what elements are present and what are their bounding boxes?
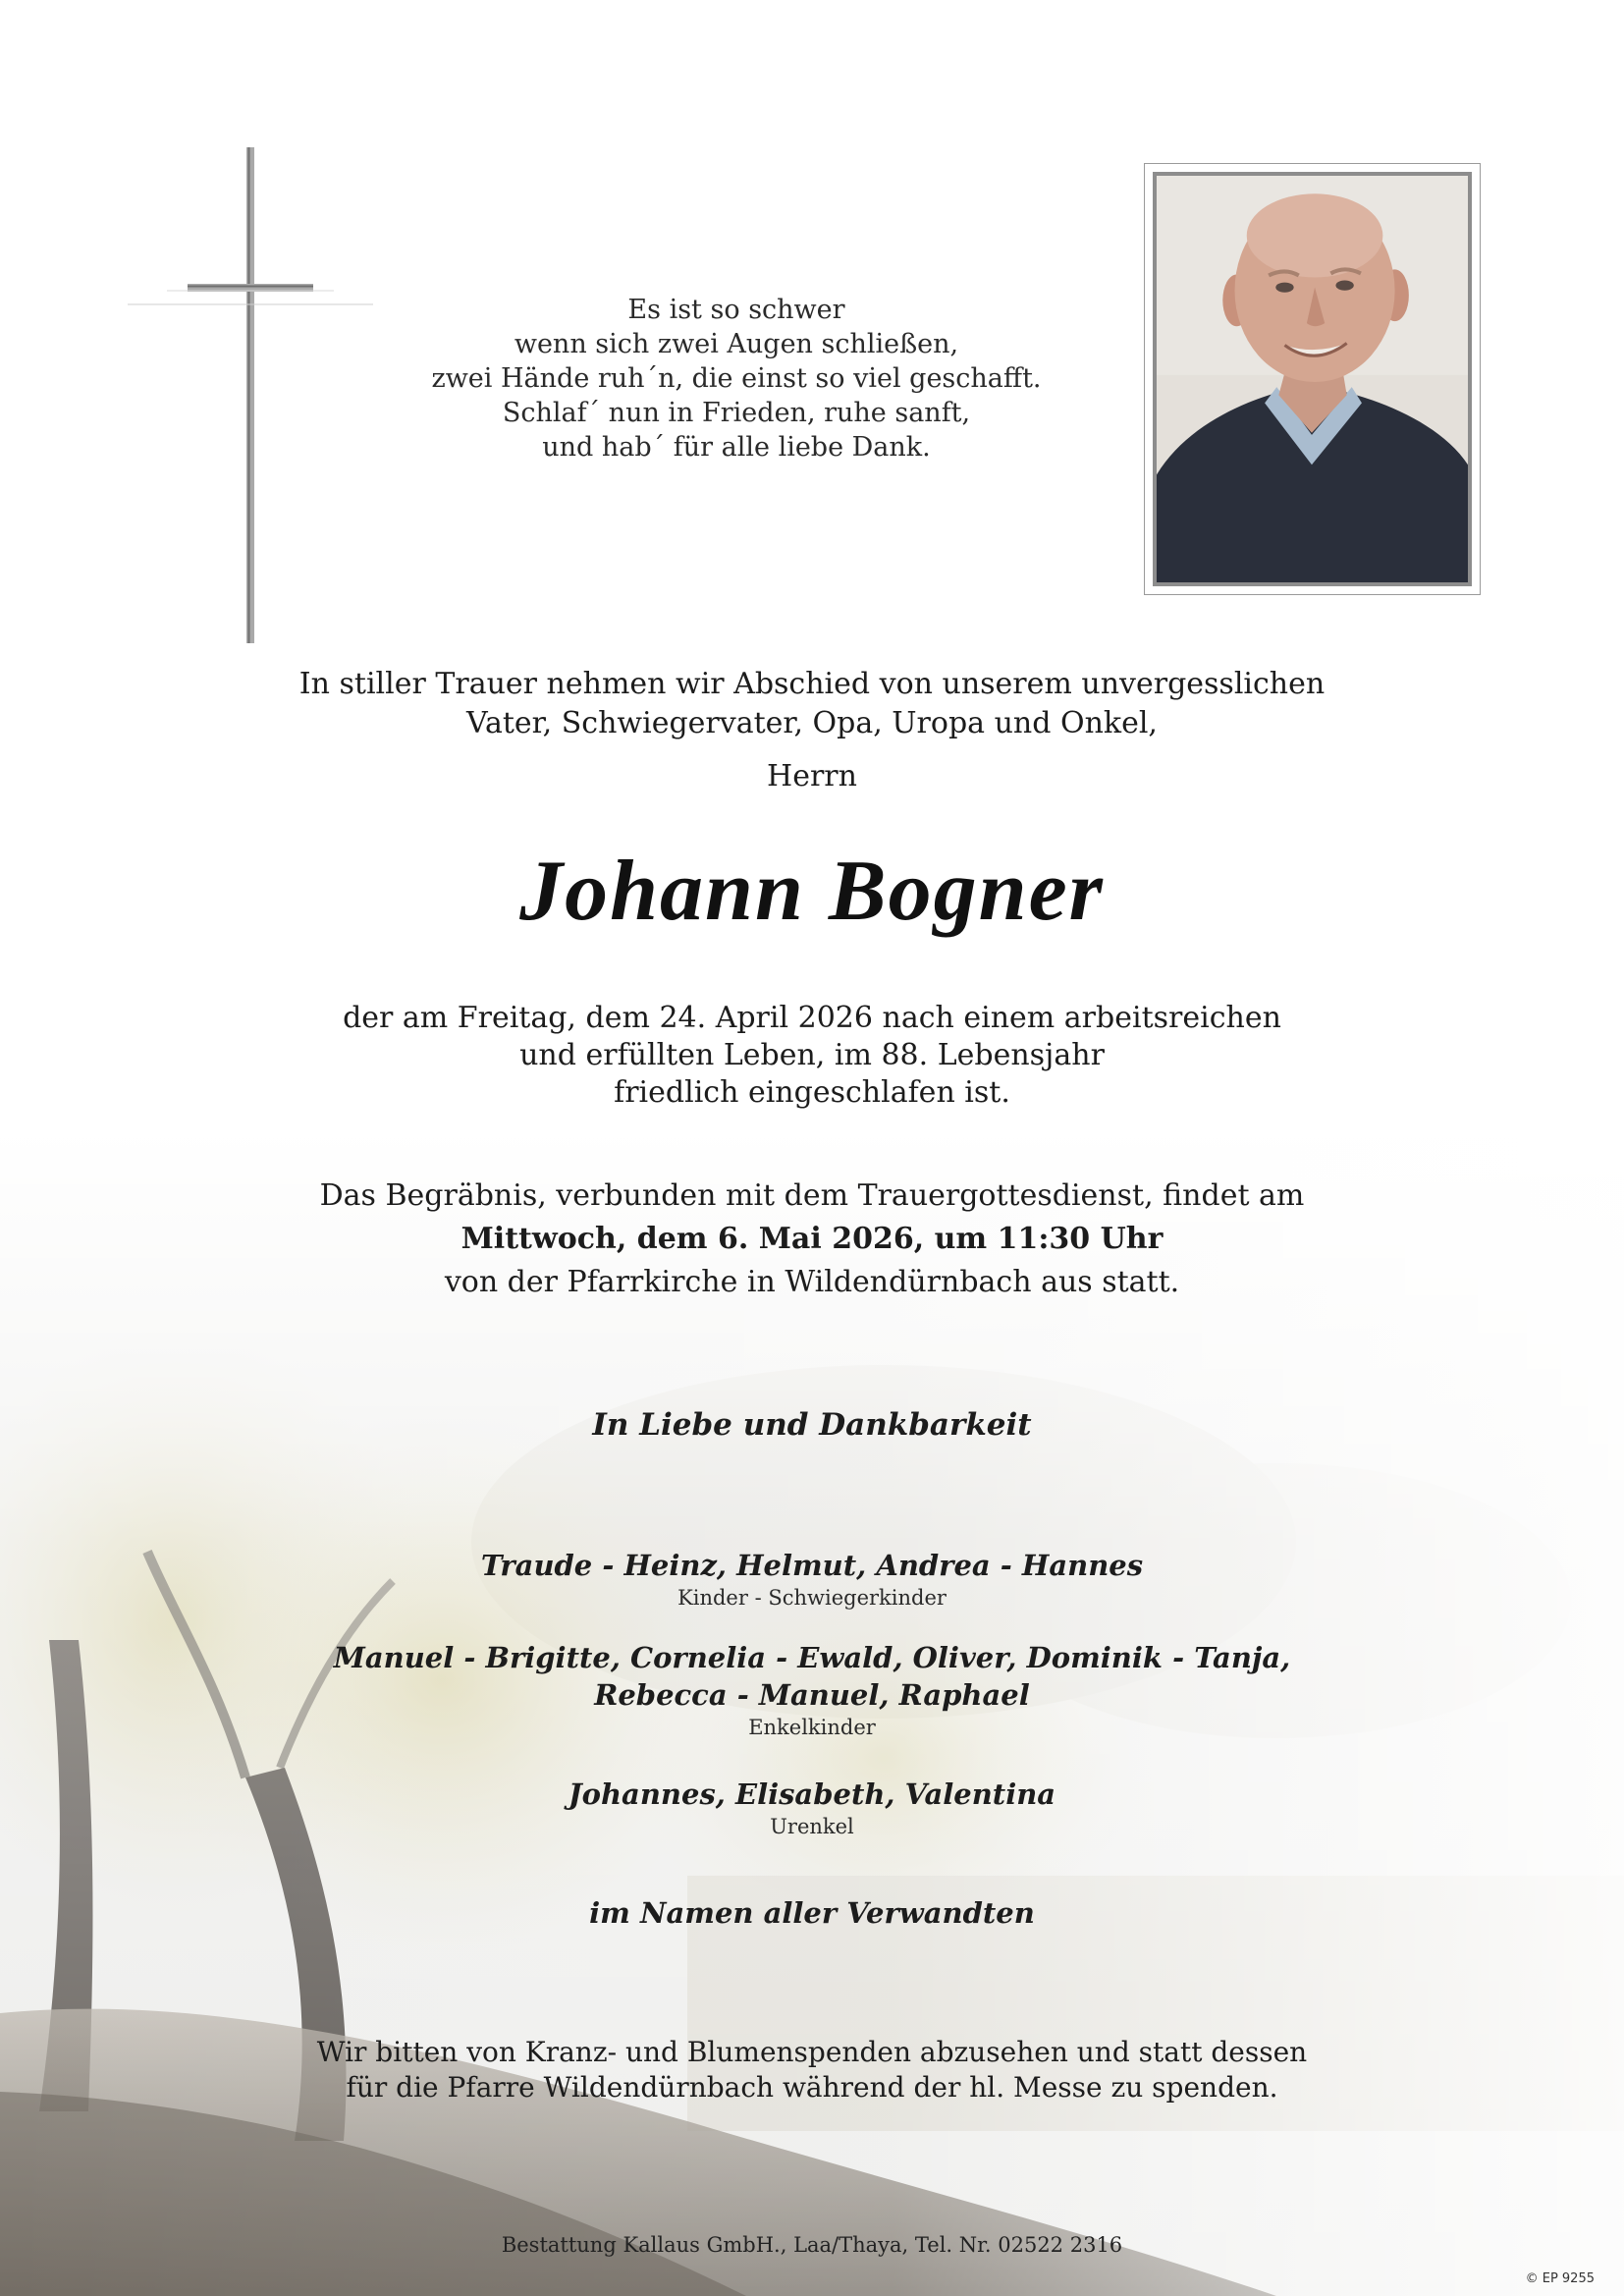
funeral-line: Das Begräbnis, verbunden mit dem Trauergottesdienst, findet am bbox=[319, 1178, 1305, 1213]
death-line: der am Freitag, dem 24. April 2026 nach einem arbeitsreichen bbox=[343, 1001, 1281, 1035]
family-group-children bbox=[0, 1547, 1624, 1612]
thanks-heading: In Liebe und Dankbarkeit bbox=[592, 1407, 1032, 1443]
funeral-info bbox=[0, 1175, 1624, 1304]
template-code: © EP 9255 bbox=[1525, 2271, 1595, 2286]
poem-line: und hab´ für alle liebe Dank. bbox=[542, 432, 931, 463]
portrait-frame bbox=[1144, 163, 1481, 595]
request-line: für die Pfarre Wildendürnbach während der hl. Messe zu spenden. bbox=[346, 2071, 1278, 2104]
funeral-date: Mittwoch, dem 6. Mai 2026, um 11:30 Uhr bbox=[460, 1222, 1164, 1256]
family-role: Kinder - Schwiegerkinder bbox=[677, 1586, 947, 1610]
cross-icon bbox=[128, 147, 373, 643]
poem-line: wenn sich zwei Augen schließen, bbox=[514, 329, 959, 359]
family-names: Johannes, Elisabeth, Valentina bbox=[568, 1777, 1056, 1811]
relatives-line: im Namen aller Verwandten bbox=[589, 1896, 1035, 1930]
poem-line: Schlaf´ nun in Frieden, ruhe sanft, bbox=[502, 398, 971, 428]
funeral-place: von der Pfarrkirche in Wildendürnbach aus statt. bbox=[444, 1265, 1180, 1299]
request-line: Wir bitten von Kranz- und Blumenspenden abzusehen und statt dessen bbox=[316, 2036, 1308, 2068]
death-line: friedlich eingeschlafen ist. bbox=[614, 1075, 1010, 1110]
intro-line: In stiller Trauer nehmen wir Abschied von unserem unvergesslichen bbox=[298, 667, 1326, 701]
family-role: Urenkel bbox=[770, 1815, 854, 1838]
family-group-grandchildren bbox=[0, 1639, 1624, 1741]
intro-line: Vater, Schwiegervater, Opa, Uropa und Onkel, bbox=[466, 706, 1158, 740]
family-names: Manuel - Brigitte, Cornelia - Ewald, Oliver, Dominik - Tanja, bbox=[333, 1641, 1291, 1674]
poem bbox=[393, 293, 1080, 465]
poem-line: Es ist so schwer bbox=[627, 295, 845, 325]
farewell-intro bbox=[0, 665, 1624, 743]
family-group-great-grandchildren bbox=[0, 1776, 1624, 1840]
deceased-name: Johann Bogner bbox=[519, 844, 1105, 939]
undertaker-info: Bestattung Kallaus GmbH., Laa/Thaya, Tel. Nr. 02522 2316 bbox=[501, 2233, 1123, 2257]
donation-request bbox=[0, 2035, 1624, 2105]
portrait-photo bbox=[1153, 172, 1472, 586]
death-notice bbox=[0, 1000, 1624, 1112]
salutation: Herrn bbox=[767, 759, 857, 793]
family-role: Enkelkinder bbox=[748, 1716, 876, 1739]
poem-line: zwei Hände ruh´n, die einst so viel geschafft. bbox=[431, 363, 1042, 394]
family-names: Rebecca - Manuel, Raphael bbox=[594, 1678, 1030, 1712]
family-names: Traude - Heinz, Helmut, Andrea - Hannes bbox=[480, 1549, 1144, 1582]
death-line: und erfüllten Leben, im 88. Lebensjahr bbox=[519, 1038, 1105, 1072]
